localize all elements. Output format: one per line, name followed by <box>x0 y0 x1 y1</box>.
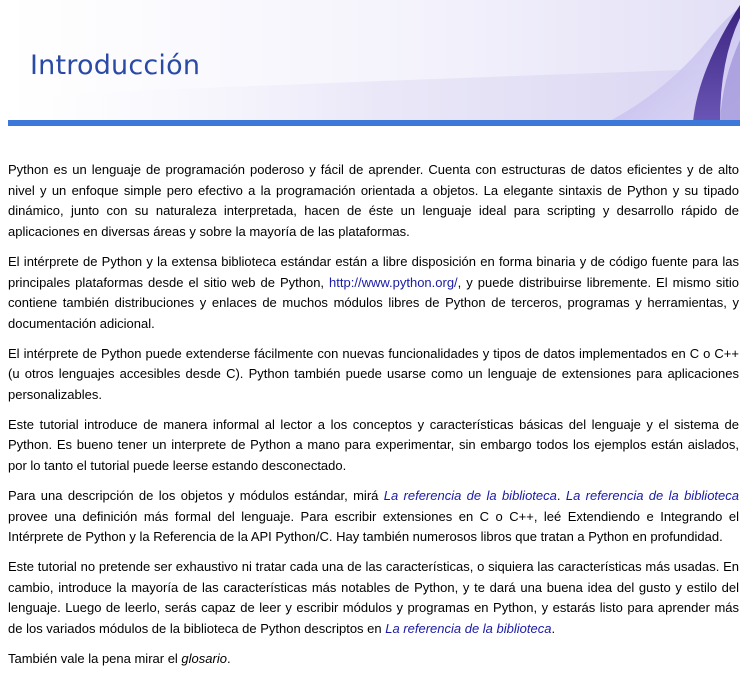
header-underline <box>8 120 740 126</box>
main-content <box>8 160 739 678</box>
paragraph-not-exhaustive <box>8 557 739 640</box>
paragraph-text: Para una descripción de los objetos y módulos estándar, mirá <box>8 487 384 503</box>
paragraph-text: . <box>551 621 556 637</box>
paragraph-text: . <box>226 650 231 666</box>
paragraph-text: . <box>556 487 566 503</box>
library-reference-link-3[interactable]: La referencia de la biblioteca <box>385 621 552 637</box>
paragraph-extensibility <box>8 344 739 406</box>
header-banner <box>8 0 740 126</box>
paragraph-text: Este tutorial introduce de manera informal al lector a los conceptos y características básicas del lenguaje y el sistema de Python. Es bueno tener un interprete de Python a mano para experimentar, sin embargo todos los ejemplos están aislados, por lo tanto el tutorial puede leerse estando desconectado. <box>8 416 739 474</box>
python-website-link[interactable]: http://www.python.org/ <box>329 274 458 290</box>
paragraph-text: El intérprete de Python puede extenderse fácilmente con nuevas funcionalidades y tipos de datos implementados en C o C++ (u otros lenguajes accesibles desde C). Python también puede usarse como un lenguaje de extensiones para aplicaciones personalizables. <box>8 345 739 403</box>
library-reference-link-2[interactable]: La referencia de la biblioteca <box>565 487 740 503</box>
paragraph-distribution <box>8 252 739 335</box>
library-reference-link[interactable]: La referencia de la biblioteca <box>383 487 557 503</box>
paragraph-references <box>8 486 739 548</box>
paragraph-text: provee una definición más formal del lenguaje. Para escribir extensiones en C o C++, leé Extendiendo e Integrando el Intérprete de Python y la Referencia de la API Python/C. Hay también numerosos libros que tratan a Python en profundidad. <box>8 508 739 545</box>
paragraph-tutorial-scope <box>8 415 739 477</box>
paragraph-text: , y puede distribuirse libremente. El mismo sitio contiene también distribuciones y enlaces de muchos módulos libres de Python de terceros, programas y herramientas, y documentación adicional. <box>8 274 739 331</box>
paragraph-intro <box>8 160 739 243</box>
paragraph-text: Este tutorial no pretende ser exhaustivo ni tratar cada una de las características, o siquiera las características más usadas. En cambio, introduce la mayoría de las características más notables de Python, y te dará una buena idea del gusto y estilo del lenguaje. Luego de leerlo, serás capaz de leer y escribir módulos y programas en Python, y estarás listo para aprender más de los variados módulos de la biblioteca de Python descriptos en <box>8 558 739 637</box>
page-title: Introducción <box>30 50 201 81</box>
paragraph-glossary <box>8 649 739 670</box>
paragraph-text: El intérprete de Python y la extensa biblioteca estándar están a libre disposición en forma binaria y de código fuente para las principales plataformas desde el sitio web de Python, <box>8 253 739 290</box>
paragraph-text: Python es un lenguaje de programación poderoso y fácil de aprender. Cuenta con estructuras de datos eficientes y de alto nivel y un enfoque simple pero efectivo a la programación orientada a objetos. La elegante sintaxis de Python y su tipado dinámico, junto con su naturaleza interpretada, hacen de éste un lenguaje ideal para scripting y desarrollo rápido de aplicaciones en diversas áreas y sobre la mayoría de las plataformas. <box>8 162 739 240</box>
paragraph-text: También vale la pena mirar el <box>8 650 182 666</box>
glossary-link[interactable]: glosario <box>181 650 227 666</box>
